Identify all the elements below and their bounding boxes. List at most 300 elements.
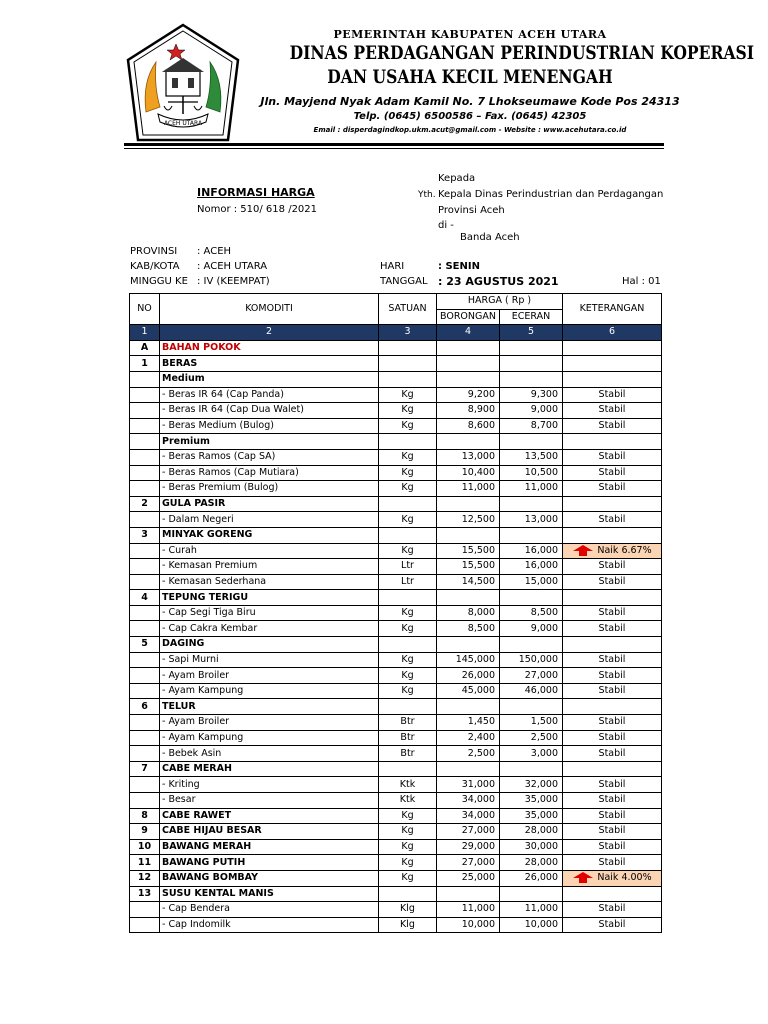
commodity-cell: - Besar (160, 793, 379, 809)
wholesale-price-cell: 14,500 (437, 574, 500, 590)
status-text: Stabil (598, 404, 626, 416)
status-cell (563, 418, 662, 434)
unit-cell: Kg (379, 668, 437, 684)
status-cell (563, 527, 662, 543)
price-table (129, 293, 662, 933)
table-row (130, 902, 662, 918)
wholesale-price-cell (437, 699, 500, 715)
retail-price-cell: 13,000 (500, 512, 563, 528)
table-row (130, 917, 662, 933)
unit-cell (379, 496, 437, 512)
wholesale-price-cell: 1,450 (437, 715, 500, 731)
unit-cell: Kg (379, 839, 437, 855)
status-text: Stabil (598, 794, 626, 806)
table-row (130, 715, 662, 731)
status-text: Stabil (598, 513, 626, 525)
retail-price-cell: 9,300 (500, 387, 563, 403)
header-divider-thin (124, 148, 664, 149)
status-cell (563, 387, 662, 403)
colnum-cell: 5 (500, 325, 563, 341)
unit-cell (379, 356, 437, 372)
status-cell (563, 730, 662, 746)
row-number-cell (130, 481, 160, 497)
table-row (130, 605, 662, 621)
retail-price-cell: 10,500 (500, 465, 563, 481)
increase-arrow-icon (572, 545, 594, 556)
row-number-cell (130, 387, 160, 403)
table-row (130, 824, 662, 840)
document-number: Nomor : 510/ 618 /2021 (197, 204, 318, 215)
unit-cell (379, 340, 437, 356)
wholesale-price-cell: 8,000 (437, 605, 500, 621)
row-number-cell: 4 (130, 590, 160, 606)
unit-cell: Kg (379, 683, 437, 699)
wholesale-price-cell: 45,000 (437, 683, 500, 699)
commodity-cell: - Beras Ramos (Cap Mutiara) (160, 465, 379, 481)
colnum-cell: 2 (160, 325, 379, 341)
retail-price-cell: 10,000 (500, 917, 563, 933)
status-text: Stabil (598, 560, 626, 572)
retail-price-cell: 28,000 (500, 824, 563, 840)
wholesale-price-cell (437, 340, 500, 356)
document-title: INFORMASI HARGA (197, 186, 315, 199)
row-number-cell (130, 746, 160, 762)
status-text: Stabil (598, 731, 626, 743)
status-text: Stabil (598, 778, 626, 790)
wholesale-price-cell: 34,000 (437, 808, 500, 824)
colnum-cell: 4 (437, 325, 500, 341)
unit-cell (379, 527, 437, 543)
header-government: PEMERINTAH KABUPATEN ACEH UTARA (333, 28, 607, 41)
retail-price-cell (500, 340, 563, 356)
table-row (130, 371, 662, 387)
retail-price-cell: 16,000 (500, 559, 563, 575)
table-row (130, 652, 662, 668)
row-number-cell (130, 777, 160, 793)
table-row (130, 683, 662, 699)
status-text: Stabil (598, 420, 626, 432)
unit-cell: Kg (379, 418, 437, 434)
wholesale-price-cell: 8,500 (437, 621, 500, 637)
retail-price-cell: 35,000 (500, 808, 563, 824)
table-row (130, 434, 662, 450)
status-cell (563, 808, 662, 824)
row-number-cell (130, 465, 160, 481)
retail-price-cell: 9,000 (500, 403, 563, 419)
status-text: Stabil (598, 856, 626, 868)
commodity-cell: CABE HIJAU BESAR (160, 824, 379, 840)
table-row (130, 668, 662, 684)
wholesale-price-cell: 145,000 (437, 652, 500, 668)
commodity-cell: - Cap Bendera (160, 902, 379, 918)
commodity-cell: - Beras Ramos (Cap SA) (160, 449, 379, 465)
wholesale-price-cell: 26,000 (437, 668, 500, 684)
logo-ribbon-text: ACEH UTARA (163, 120, 203, 127)
commodity-cell: TEPUNG TERIGU (160, 590, 379, 606)
unit-cell: Kg (379, 449, 437, 465)
status-cell (563, 621, 662, 637)
commodity-cell: CABE MERAH (160, 761, 379, 777)
status-cell (563, 371, 662, 387)
row-number-cell (130, 512, 160, 528)
table-row (130, 449, 662, 465)
unit-cell: Kg (379, 824, 437, 840)
commodity-cell: - Kemasan Premium (160, 559, 379, 575)
table-row (130, 590, 662, 606)
table-row (130, 777, 662, 793)
wholesale-price-cell (437, 886, 500, 902)
unit-cell (379, 590, 437, 606)
header-email: Email : disperdagindkop.ukm.acut@gmail.com - Website : www.acehutara.co.id (313, 126, 627, 134)
row-number-cell (130, 418, 160, 434)
commodity-cell: - Beras IR 64 (Cap Dua Walet) (160, 403, 379, 419)
status-cell (563, 574, 662, 590)
commodity-cell: DAGING (160, 637, 379, 653)
unit-cell: Ktk (379, 777, 437, 793)
row-number-cell: 8 (130, 808, 160, 824)
status-text: Stabil (598, 685, 626, 697)
status-text: Stabil (598, 622, 626, 634)
commodity-cell: - Cap Segi Tiga Biru (160, 605, 379, 621)
status-text: Stabil (598, 669, 626, 681)
unit-cell (379, 434, 437, 450)
wholesale-price-cell: 27,000 (437, 824, 500, 840)
unit-cell: Kg (379, 543, 437, 559)
table-row (130, 418, 662, 434)
unit-cell: Kg (379, 652, 437, 668)
table-row (130, 356, 662, 372)
row-number-cell: 2 (130, 496, 160, 512)
unit-cell: Klg (379, 902, 437, 918)
wholesale-price-cell (437, 356, 500, 372)
status-text: Stabil (598, 919, 626, 931)
commodity-cell: - Ayam Broiler (160, 715, 379, 731)
status-text: Stabil (598, 653, 626, 665)
table-row (130, 793, 662, 809)
unit-cell: Ltr (379, 559, 437, 575)
status-cell (563, 793, 662, 809)
status-text: Stabil (598, 747, 626, 759)
retail-price-cell (500, 590, 563, 606)
status-text: Stabil (598, 466, 626, 478)
unit-cell: Btr (379, 730, 437, 746)
status-cell (563, 637, 662, 653)
row-number-cell (130, 793, 160, 809)
wholesale-price-cell: 15,500 (437, 543, 500, 559)
retail-price-cell: 28,000 (500, 855, 563, 871)
unit-cell: Kg (379, 855, 437, 871)
status-text: Stabil (598, 607, 626, 619)
row-number-cell: 6 (130, 699, 160, 715)
row-number-cell: 7 (130, 761, 160, 777)
status-cell (563, 605, 662, 621)
wholesale-price-cell (437, 590, 500, 606)
table-row (130, 465, 662, 481)
unit-cell: Ltr (379, 574, 437, 590)
unit-cell: Kg (379, 387, 437, 403)
commodity-cell: - Cap Cakra Kembar (160, 621, 379, 637)
row-number-cell (130, 371, 160, 387)
wholesale-price-cell: 34,000 (437, 793, 500, 809)
recipient-label: Kepada (438, 173, 476, 184)
table-row (130, 761, 662, 777)
wholesale-price-cell (437, 371, 500, 387)
row-number-cell (130, 683, 160, 699)
unit-cell (379, 886, 437, 902)
status-text: Stabil (598, 388, 626, 400)
status-cell (563, 668, 662, 684)
unit-cell (379, 699, 437, 715)
retail-price-cell (500, 496, 563, 512)
wholesale-price-cell: 31,000 (437, 777, 500, 793)
colnum-cell: 6 (563, 325, 662, 341)
commodity-cell: TELUR (160, 699, 379, 715)
unit-cell: Kg (379, 808, 437, 824)
table-row (130, 886, 662, 902)
status-text: Stabil (598, 825, 626, 837)
status-cell (563, 746, 662, 762)
header-address: Jln. Mayjend Nyak Adam Kamil No. 7 Lhokseumawe Kode Pos 24313 (260, 95, 680, 108)
colnum-cell: 1 (130, 325, 160, 341)
unit-cell: Kg (379, 403, 437, 419)
commodity-cell: CABE RAWET (160, 808, 379, 824)
unit-cell: Btr (379, 715, 437, 731)
retail-price-cell: 46,000 (500, 683, 563, 699)
status-cell (563, 902, 662, 918)
status-cell (563, 496, 662, 512)
commodity-cell: - Cap Indomilk (160, 917, 379, 933)
colnum-cell: 3 (379, 325, 437, 341)
commodity-cell: - Ayam Kampung (160, 683, 379, 699)
commodity-cell: - Kemasan Sederhana (160, 574, 379, 590)
retail-price-cell: 30,000 (500, 839, 563, 855)
recipient-line: Provinsi Aceh (438, 205, 505, 216)
header-keterangan: KETERANGAN (563, 294, 662, 325)
commodity-cell: - Bebek Asin (160, 746, 379, 762)
row-number-cell: 10 (130, 839, 160, 855)
wholesale-price-cell: 25,000 (437, 870, 500, 886)
status-cell (563, 699, 662, 715)
commodity-cell: BAWANG MERAH (160, 839, 379, 855)
kabkota-value: : ACEH UTARA (197, 261, 268, 272)
unit-cell (379, 761, 437, 777)
retail-price-cell: 8,700 (500, 418, 563, 434)
status-text: Stabil (598, 809, 626, 821)
unit-cell: Kg (379, 465, 437, 481)
row-number-cell: 3 (130, 527, 160, 543)
wholesale-price-cell: 10,000 (437, 917, 500, 933)
status-cell (563, 434, 662, 450)
status-cell (563, 715, 662, 731)
row-number-cell (130, 559, 160, 575)
wholesale-price-cell: 15,500 (437, 559, 500, 575)
commodity-cell: Premium (160, 434, 379, 450)
status-cell (563, 917, 662, 933)
row-number-cell (130, 621, 160, 637)
row-number-cell (130, 715, 160, 731)
status-cell (563, 403, 662, 419)
wholesale-price-cell: 2,500 (437, 746, 500, 762)
retail-price-cell (500, 699, 563, 715)
status-cell (563, 855, 662, 871)
wholesale-price-cell: 29,000 (437, 839, 500, 855)
table-row (130, 621, 662, 637)
commodity-cell: - Ayam Broiler (160, 668, 379, 684)
retail-price-cell (500, 637, 563, 653)
wholesale-price-cell: 27,000 (437, 855, 500, 871)
row-number-cell: A (130, 340, 160, 356)
unit-cell: Klg (379, 917, 437, 933)
commodity-cell: - Sapi Murni (160, 652, 379, 668)
header-komoditi: KOMODITI (160, 294, 379, 325)
table-row (130, 543, 662, 559)
commodity-cell: - Dalam Negeri (160, 512, 379, 528)
status-cell (563, 512, 662, 528)
table-row (130, 870, 662, 886)
header-borongan: BORONGAN (437, 309, 500, 325)
wholesale-price-cell: 13,000 (437, 449, 500, 465)
commodity-cell: - Beras IR 64 (Cap Panda) (160, 387, 379, 403)
status-text: Stabil (598, 451, 626, 463)
row-number-cell (130, 605, 160, 621)
row-number-cell (130, 917, 160, 933)
wholesale-price-cell: 11,000 (437, 481, 500, 497)
status-cell (563, 652, 662, 668)
wholesale-price-cell: 11,000 (437, 902, 500, 918)
status-cell (563, 543, 662, 559)
row-number-cell (130, 434, 160, 450)
status-cell (563, 761, 662, 777)
header-eceran: ECERAN (500, 309, 563, 325)
retail-price-cell: 11,000 (500, 481, 563, 497)
commodity-cell: - Curah (160, 543, 379, 559)
commodity-cell: SUSU KENTAL MANIS (160, 886, 379, 902)
row-number-cell (130, 574, 160, 590)
wholesale-price-cell: 2,400 (437, 730, 500, 746)
row-number-cell (130, 730, 160, 746)
status-cell (563, 839, 662, 855)
tanggal-label: TANGGAL (380, 276, 428, 287)
minggu-label: MINGGU KE (130, 276, 188, 287)
header-divider-thick (124, 143, 664, 146)
row-number-cell: 1 (130, 356, 160, 372)
commodity-cell: - Kriting (160, 777, 379, 793)
retail-price-cell (500, 886, 563, 902)
table-row (130, 808, 662, 824)
commodity-cell: BAWANG PUTIH (160, 855, 379, 871)
unit-cell: Btr (379, 746, 437, 762)
retail-price-cell: 1,500 (500, 715, 563, 731)
row-number-cell (130, 543, 160, 559)
status-cell (563, 590, 662, 606)
row-number-cell (130, 403, 160, 419)
recipient-line: Banda Aceh (460, 232, 520, 243)
wholesale-price-cell: 12,500 (437, 512, 500, 528)
retail-price-cell: 32,000 (500, 777, 563, 793)
retail-price-cell: 15,000 (500, 574, 563, 590)
status-text: Naik 4.00% (597, 872, 652, 884)
wholesale-price-cell: 8,900 (437, 403, 500, 419)
status-cell (563, 449, 662, 465)
table-row (130, 839, 662, 855)
unit-cell: Kg (379, 512, 437, 528)
header-satuan: SATUAN (379, 294, 437, 325)
commodity-cell: MINYAK GORENG (160, 527, 379, 543)
wholesale-price-cell (437, 637, 500, 653)
increase-arrow-icon (572, 872, 594, 883)
unit-cell (379, 637, 437, 653)
provinsi-value: : ACEH (197, 246, 232, 257)
minggu-value: : IV (KEEMPAT) (197, 276, 270, 287)
retail-price-cell: 8,500 (500, 605, 563, 621)
retail-price-cell: 11,000 (500, 902, 563, 918)
wholesale-price-cell (437, 527, 500, 543)
unit-cell: Ktk (379, 793, 437, 809)
status-cell (563, 481, 662, 497)
status-cell (563, 870, 662, 886)
table-row (130, 481, 662, 497)
unit-cell: Kg (379, 605, 437, 621)
wholesale-price-cell: 10,400 (437, 465, 500, 481)
table-row (130, 340, 662, 356)
status-text: Stabil (598, 903, 626, 915)
recipient-line: Kepala Dinas Perindustrian dan Perdagangan (438, 189, 664, 200)
hari-value: : SENIN (438, 261, 480, 272)
commodity-cell: GULA PASIR (160, 496, 379, 512)
commodity-cell: BAHAN POKOK (160, 340, 379, 356)
row-number-cell (130, 652, 160, 668)
status-cell (563, 356, 662, 372)
header-phone: Telp. (0645) 6500586 – Fax. (0645) 42305 (353, 111, 587, 122)
status-text: Stabil (598, 482, 626, 494)
header-no: NO (130, 294, 160, 325)
table-row (130, 527, 662, 543)
row-number-cell: 11 (130, 855, 160, 871)
commodity-cell: - Beras Premium (Bulog) (160, 481, 379, 497)
row-number-cell: 13 (130, 886, 160, 902)
kabkota-label: KAB/KOTA (130, 261, 180, 272)
commodity-cell: - Ayam Kampung (160, 730, 379, 746)
unit-cell (379, 371, 437, 387)
header-agency-line2: DAN USAHA KECIL MENENGAH (327, 66, 613, 88)
retail-price-cell: 27,000 (500, 668, 563, 684)
status-text: Stabil (598, 716, 626, 728)
status-cell (563, 886, 662, 902)
header-harga: HARGA ( Rp ) (437, 294, 563, 310)
table-row (130, 403, 662, 419)
row-number-cell: 9 (130, 824, 160, 840)
table-row (130, 637, 662, 653)
status-cell (563, 465, 662, 481)
tanggal-value: : 23 AGUSTUS 2021 (438, 275, 559, 288)
column-number-row (130, 325, 662, 341)
retail-price-cell (500, 371, 563, 387)
hari-label: HARI (380, 261, 405, 272)
row-number-cell (130, 449, 160, 465)
retail-price-cell: 16,000 (500, 543, 563, 559)
table-row (130, 574, 662, 590)
aceh-utara-logo (124, 22, 242, 144)
commodity-cell: BERAS (160, 356, 379, 372)
row-number-cell (130, 668, 160, 684)
retail-price-cell: 9,000 (500, 621, 563, 637)
table-row (130, 496, 662, 512)
retail-price-cell: 13,500 (500, 449, 563, 465)
wholesale-price-cell: 9,200 (437, 387, 500, 403)
recipient-line: di - (438, 220, 454, 231)
table-row (130, 387, 662, 403)
table-row (130, 699, 662, 715)
